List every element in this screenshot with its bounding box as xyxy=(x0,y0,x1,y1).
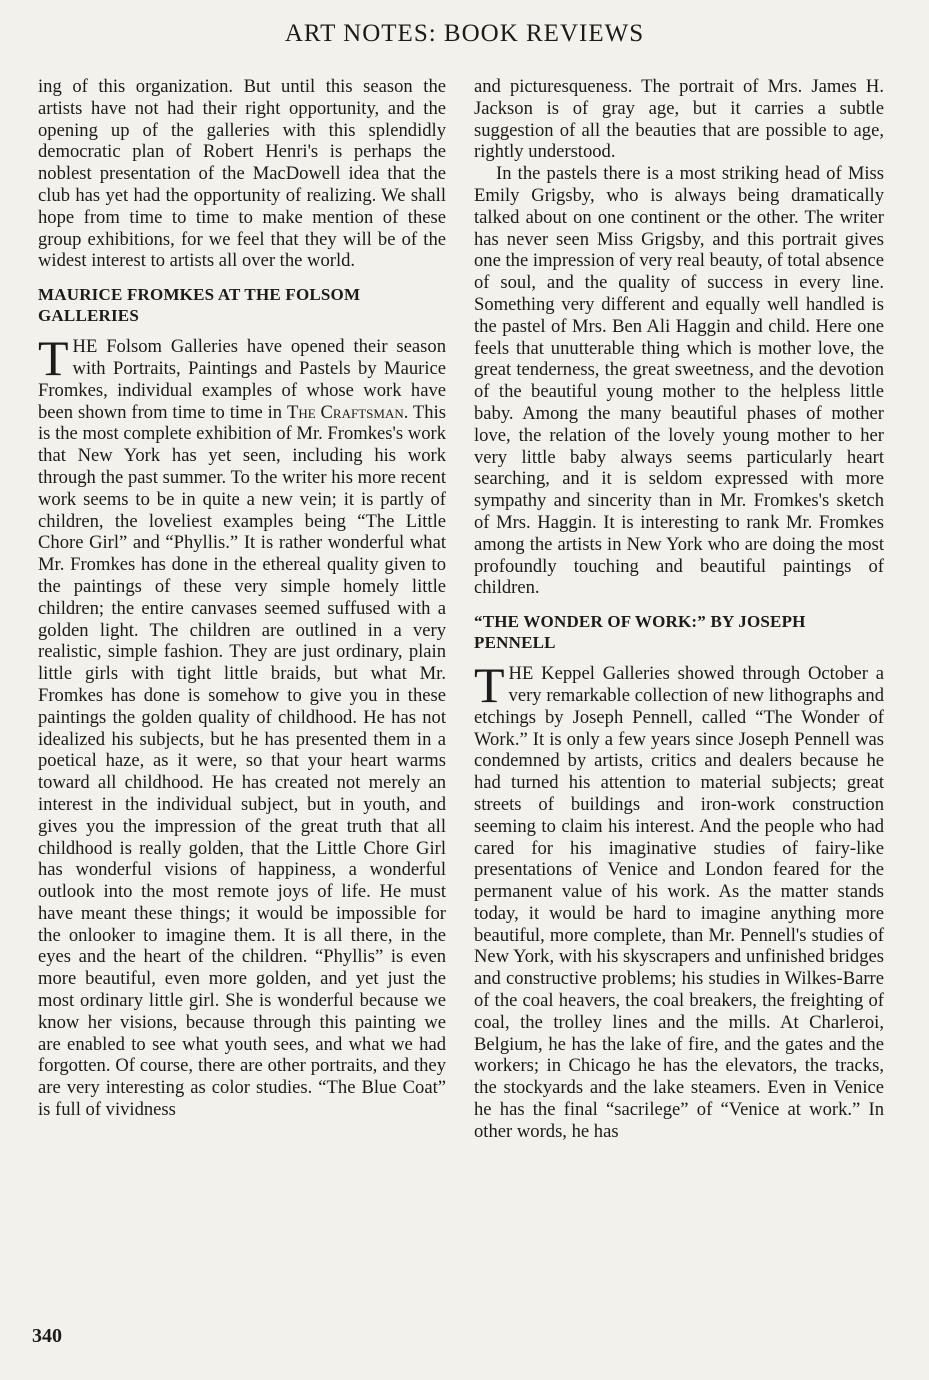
intro-paragraph: ing of this organization. But until this season the artists have not had their right opportunity, and the opening up of the galleries with this splendidly democratic plan of Robert Henri's is perhaps the noblest presentation of the MacDowell idea that the club has yet had the opportunity of realizing. We shall hope from time to time to make mention of these group exhibitions, for we feel that they will be of the widest interest to artists all over the world. xyxy=(38,76,446,272)
left-column xyxy=(38,76,446,1121)
running-title: ART NOTES: BOOK REVIEWS xyxy=(284,20,645,47)
pennell-p1-text: HE Keppel Galleries showed through October a very remarkable collection of new lithographs and etchings by Joseph Pennell, called “The Wonder of Work.” It is only a few years since Joseph Pennell was condemned by artists, critics and dealers because he had turned his attention to material subjects; great streets of buildings and iron-work construction seeming to claim his interest. And the people who had cared for his imaginative studies of fairy-like presentations of Venice and London feared for the permanent value of his work. As the matter stands today, it would be hard to imagine anything more beautiful, more complete, than Mr. Pennell's studies of New York, with his skyscrapers and unfinished bridges and constructive problems; his studies in Wilkes-Barre of the coal heavers, the coal breakers, the freighting of coal, the trolley lines and the mills. At Charleroi, Belgium, he has the lake of fire, and the gates and the workers; in Chicago he has the elevators, the tracks, the stockyards and the lake steamers. Even in Venice he has the final “sacrilege” of “Venice at work.” In other words, he has xyxy=(474,663,884,1142)
fromkes-dropcap: T xyxy=(38,330,69,387)
pennell-heading: “THE WONDER OF WORK:” BY JOSEPH PENNELL xyxy=(474,612,806,653)
fromkes-paragraph-1-continued: and picturesqueness. The portrait of Mrs. James H. Jackson is of gray age, but it carries a subtle suggestion of all the beauties that are possible to age, rightly understood. xyxy=(474,76,884,163)
page-number: 340 xyxy=(32,1325,62,1347)
fromkes-heading: MAURICE FROMKES AT THE FOLSOM GALLERIES xyxy=(38,285,361,326)
right-column xyxy=(474,76,884,1143)
magazine-title: The Craftsman xyxy=(286,401,404,423)
pennell-dropcap: T xyxy=(474,657,505,714)
fromkes-paragraph-2: In the pastels there is a most striking head of Miss Emily Grigsby, who is always being dramatically talked about on one continent or the other. The writer has never seen Miss Grigsby, and this portrait gives one the impression of very real beauty, of total absence of soul, and the quality of success in every line. Something very different and equally well handled is the pastel of Mrs. Ben Ali Haggin and child. Here one feels that unutterable thing which is mother love, the great tenderness, the great sweetness, and the devotion of the beautiful young mother to the helpless little baby. Among the many beautiful phases of mother love, the relation of the lovely young mother to her very little baby always seems particularly heart searching, and it is seldom expressed with more sympathy and sincerity than in Mr. Fromkes's sketch of Mrs. Haggin. It is interesting to rank Mr. Fromkes among the artists in New York who are doing the most profoundly touching and beautiful paintings of children. xyxy=(474,163,884,599)
fromkes-p1-before: HE Folsom Galleries have opened their season with Portraits, Paintings and Pastels by Maurice Fromkes, individual examples of whose work have been shown from time to time in xyxy=(38,336,446,423)
fromkes-paragraph-1 xyxy=(38,330,446,1121)
pennell-paragraph-1 xyxy=(474,657,884,1143)
fromkes-p1-after: . This is the most complete exhibition of Mr. Fromkes's work that New York has yet seen, including his work through the past summer. To the writer his more recent work seems to be in quite a new vein; it is partly of children, the loveliest examples being “The Little Chore Girl” and “Phyllis.” It is rather wonderful what Mr. Fromkes has done in the ethereal quality given to the paintings of these very simple homely little children; the entire canvases seemed suffused with a golden light. The children are outlined in a very realistic, simple fashion. They are just ordinary, plain little girls with tight little braids, but what Mr. Fromkes has done is somehow to give you in these paintings the golden quality of childhood. He has not idealized his subjects, but he has presented them in a poetical haze, as it were, so that your heart warms toward all childhood. He has created not merely an interest in the individual subject, but in youth, and gives you the impression of the great truth that all childhood is really golden, that the Little Chore Girl has wonderful visions of happiness, a wonderful outlook into the most remote joys of life. He must have meant these things; it would be impossible for the onlooker to imagine them. It is all there, in the eyes and the heart of the children. “Phyllis” is even more beautiful, even more golden, and yet just the most ordinary little girl. She is wonderful because we know her visions, because through this painting we are enabled to see what youth sees, and what we had forgotten. Of course, there are other portraits, and they are very interesting as color studies. “The Blue Coat” is full of vividness xyxy=(38,401,446,1121)
